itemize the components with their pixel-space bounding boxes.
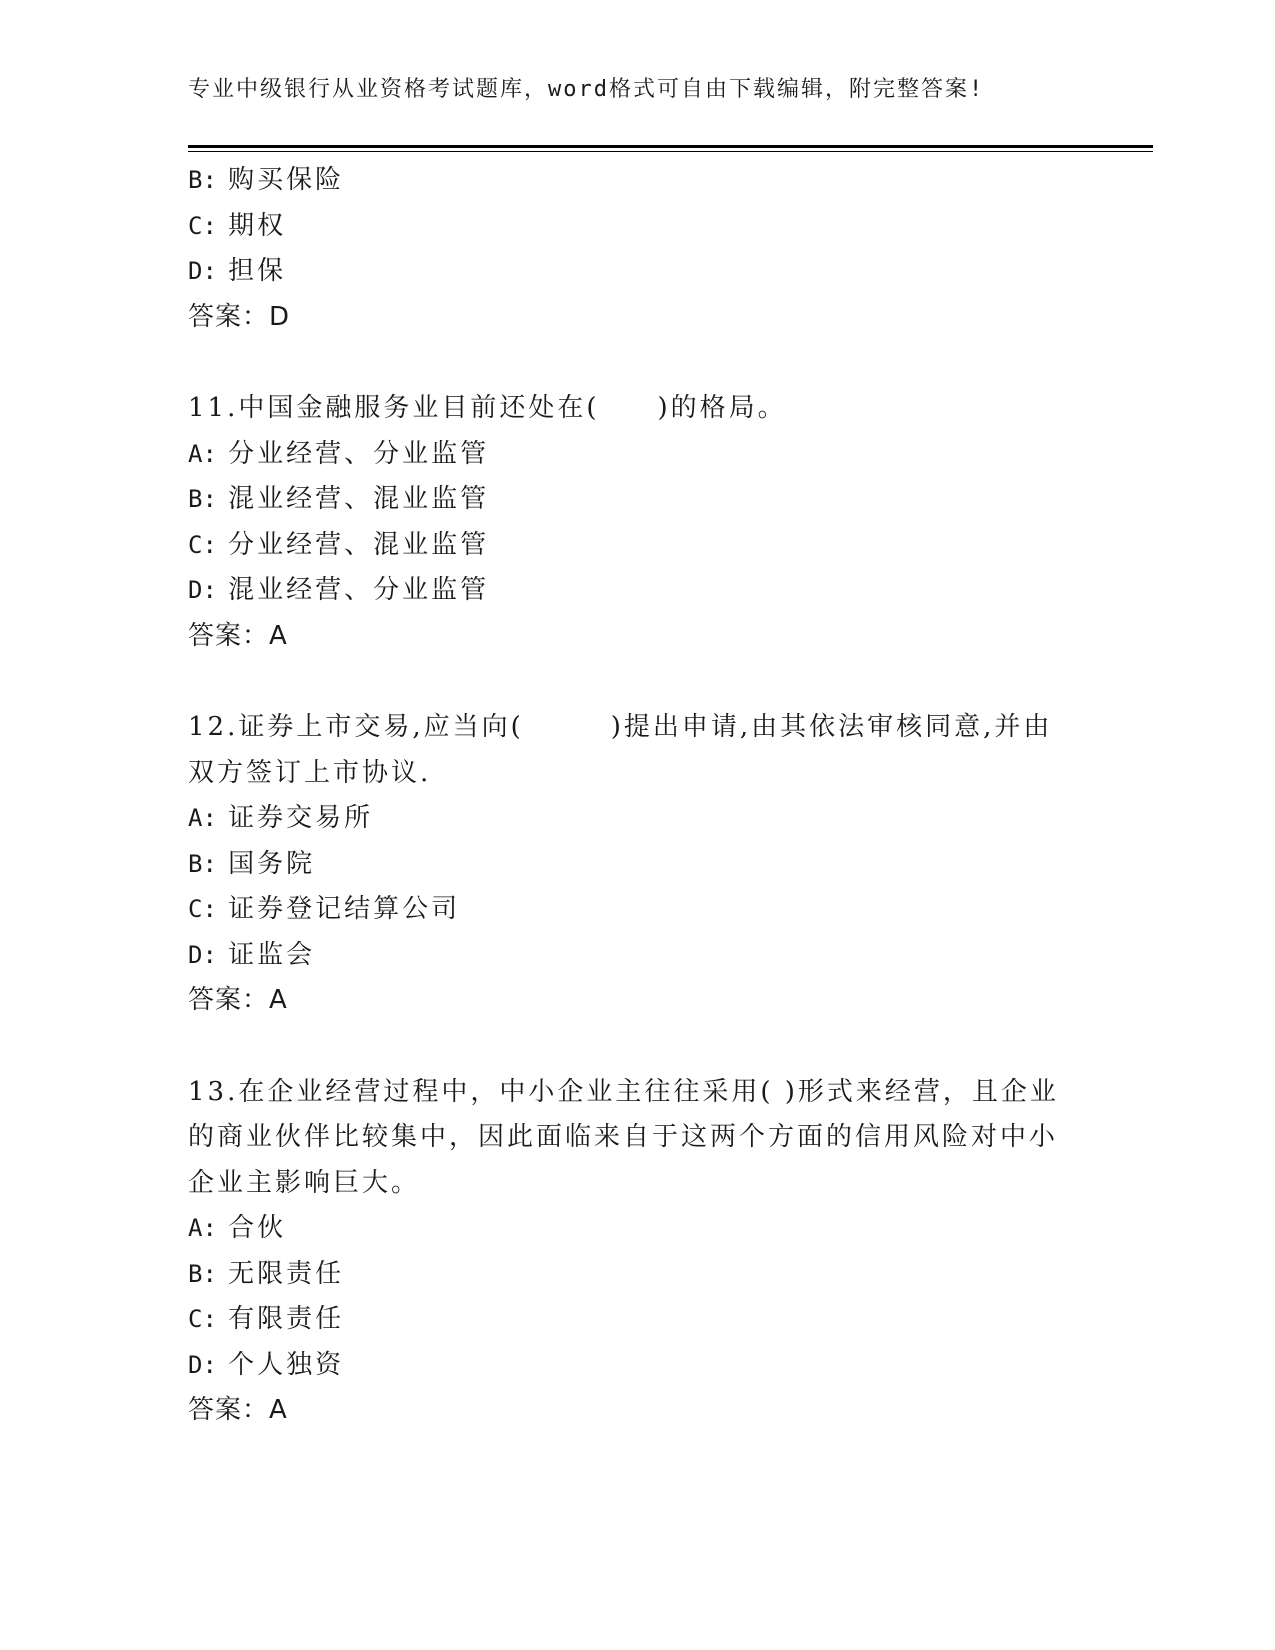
option-b: B: 混业经营、混业监管	[188, 484, 490, 514]
question-text: 双方签订上市协议.	[188, 757, 432, 788]
option-d: D: 个人独资	[188, 1349, 345, 1380]
question-text: 13.在企业经营过程中，中小企业主往往采用( )形式来经营，且企业	[188, 1076, 1059, 1107]
question-text: 11.中国金融服务业目前还处在( )的格局。	[188, 393, 787, 423]
question-text: 的商业伙伴比较集中，因此面临来自于这两个方面的信用风险对中小	[188, 1122, 1059, 1152]
question-13	[188, 1070, 1088, 1434]
option-c: C: 有限责任	[188, 1304, 345, 1334]
question-text: 企业主影响巨大。	[188, 1167, 421, 1198]
question-12	[188, 705, 1088, 1024]
option-b: B: 购买保险	[188, 165, 345, 195]
answer: 答案：D	[188, 301, 291, 332]
option-a: A: 合伙	[188, 1213, 287, 1243]
prev-question-tail	[188, 158, 1088, 340]
option-a: A: 证券交易所	[188, 803, 374, 833]
option-a: A: 分业经营、分业监管	[188, 438, 490, 469]
option-b: B: 国务院	[188, 848, 316, 879]
option-d: D: 担保	[188, 256, 287, 286]
document-body	[188, 158, 1088, 1434]
option-b: B: 无限责任	[188, 1258, 345, 1289]
option-d: D: 证监会	[188, 939, 316, 970]
answer: 答案：A	[188, 985, 288, 1015]
answer: 答案：A	[188, 1395, 288, 1425]
option-c: C: 证券登记结算公司	[188, 894, 461, 924]
header-rule-thick	[188, 145, 1153, 148]
question-11	[188, 386, 1088, 659]
question-text: 12.证券上市交易,应当向( )提出申请,由其依法审核同意,并由	[188, 712, 1053, 742]
option-c: C: 分业经营、混业监管	[188, 529, 490, 560]
answer: 答案：A	[188, 620, 288, 651]
page-header: 专业中级银行从业资格考试题库，word格式可自由下载编辑，附完整答案!	[188, 77, 985, 102]
header-rule-thin	[188, 151, 1153, 152]
option-d: D: 混业经营、分业监管	[188, 575, 490, 605]
option-c: C: 期权	[188, 210, 287, 241]
